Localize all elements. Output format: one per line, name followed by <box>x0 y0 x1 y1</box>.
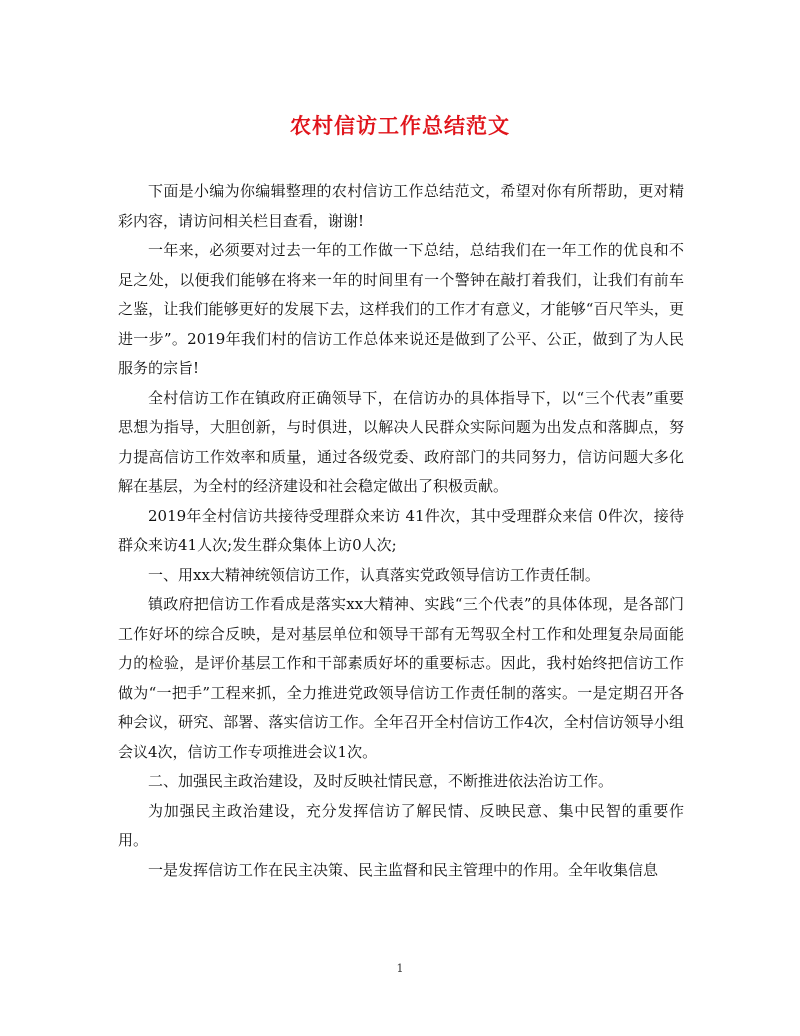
section-heading-2: 二、加强民主政治建设，及时反映社情民意，不断推进依法治访工作。 <box>148 772 614 790</box>
section-heading-1: 一、用xx大精神统领信访工作，认真落实党政领导信访工作责任制。 <box>148 565 600 584</box>
document-title: 农村信访工作总结范文 <box>290 113 510 138</box>
paragraph-intro: 下面是小编为你编辑整理的农村信访工作总结范文，希望对你有所帮助，更对精彩内容，请访问相关栏目查看，谢谢! <box>118 182 684 230</box>
paragraph-section-2-item-1: 一是发挥信访工作在民主决策、民主监督和民主管理中的作用。全年收集信息 <box>148 860 659 879</box>
paragraph-village-work: 全村信访工作在镇政府正确领导下，在信访办的具体指导下，以“三个代表”重要思想为指导，大胆创新，与时俱进，以解决人民群众实际问题为出发点和落脚点，努力提高信访工作效率和质量，通过各级党委、政府部门的共同努力，信访问题大多化解在基层，为全村的经济建设和社会稳定做出了积极贡献。 <box>118 388 684 495</box>
page-number: 1 <box>396 962 404 975</box>
paragraph-section-2: 为加强民主政治建设，充分发挥信访了解民情、反映民意、集中民智的重要作用。 <box>118 801 684 849</box>
paragraph-section-1: 镇政府把信访工作看成是落实xx大精神、实践“三个代表”的具体体现，是各部门工作好坏的综合反映，是对基层单位和领导干部有无驾驭全村工作和处理复杂局面能力的检验，是评价基层工作和干部素质好坏的重要标志。因此，我村始终把信访工作做为“一把手”工程来抓，全力推进党政领导信访工作责任制的落实。一是定期召开各种会议，研究、部署、落实信访工作。全年召开全村信访工作4次，全村信访领导小组会议4次，信访工作专项推进会议1次。 <box>118 595 684 761</box>
document-body <box>118 177 684 885</box>
paragraph-statistics: 2019年全村信访共接待受理群众来访 41件次，其中受理群众来信 0件次，接待群众来访41人次;发生群众集体上访0人次; <box>118 506 684 554</box>
paragraph-year-summary: 一年来，必须要对过去一年的工作做一下总结，总结我们在一年工作的优良和不足之处，以便我们能够在将来一年的时间里有一个警钟在敲打着我们，让我们有前车之鉴，让我们能够更好的发展下去，这样我们的工作才有意义，才能够“百尺竿头，更进一步”。2019年我们村的信访工作总体来说还是做到了公平、公正，做到了为人民服务的宗旨! <box>118 241 684 377</box>
